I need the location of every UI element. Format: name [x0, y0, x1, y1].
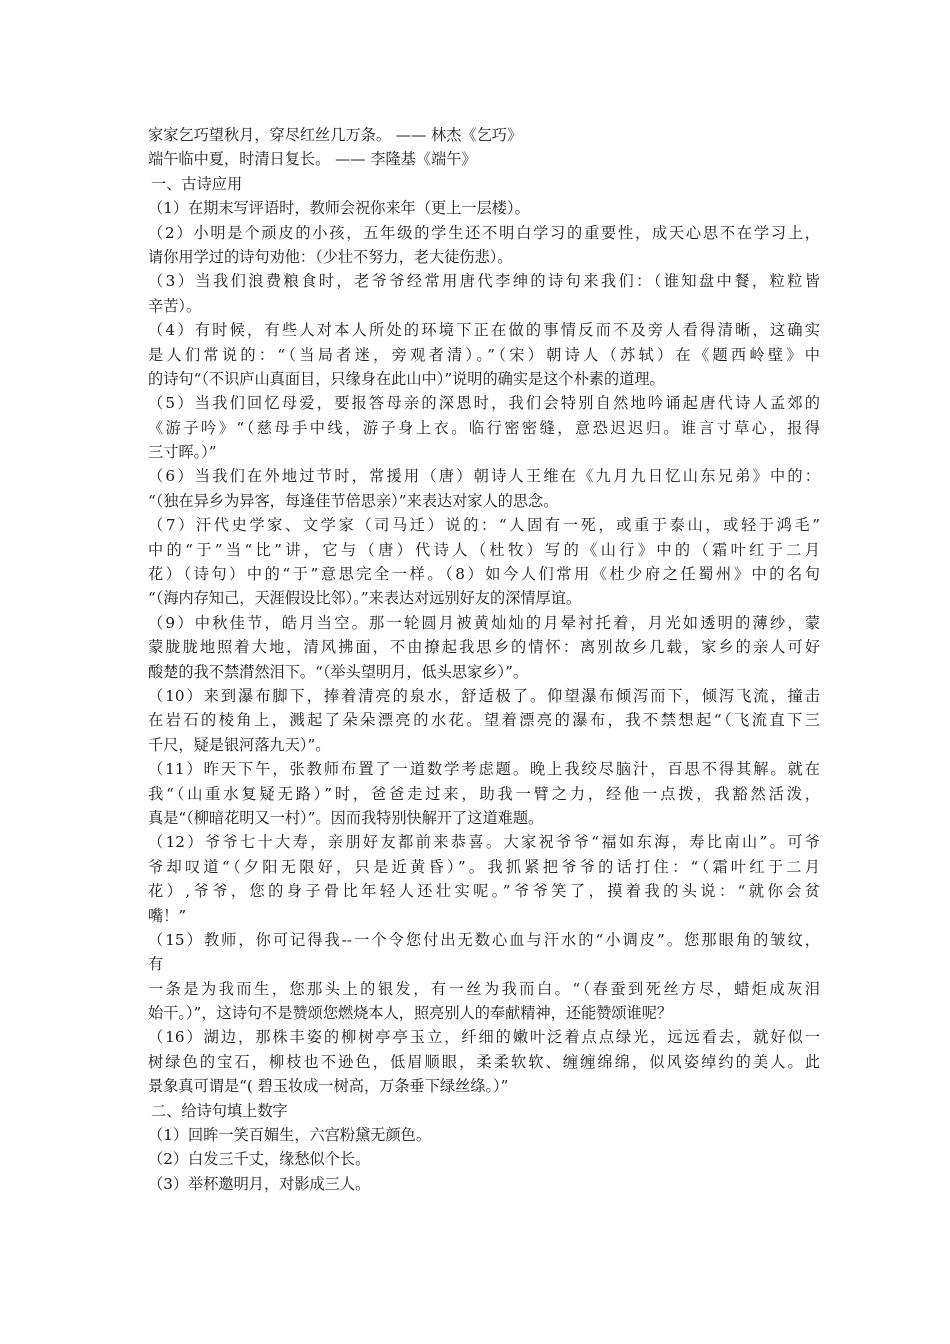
item-5-line: 三寸晖。）”: [148, 443, 217, 462]
item-10-line: 千尺，疑是银河落九天）”。: [148, 735, 331, 754]
item-3-line: 辛苦）。: [148, 296, 202, 315]
item-7-8-line: 花）（诗句）中的“于”意思完全一样。（8）如今人们常用《杜少府之任蜀州》中的名句: [148, 565, 820, 584]
item-11-line: 我“（山重水复疑无路）”时，爸爸走过来，助我一臂之力，经他一点拨，我豁然活泼，: [148, 784, 820, 803]
item-11-line: 真是“（柳暗花明又一村）”。因而我特别快解开了这道难题。: [148, 808, 544, 827]
quote-line-qiqiao: 家家乞巧望秋月，穿尽红丝几万条。 —— 林杰《乞巧》: [148, 126, 523, 144]
item-15-line: 一条是为我而生，您那头上的银发，有一丝为我而白。“（春蚕到死丝方尽，蜡炬成灰泪: [148, 979, 820, 998]
item-7-line: （7）汗代史学家、文学家（司马迁）说的：“人固有一死，或重于泰山，或轻于鸿毛”: [148, 516, 820, 535]
item-12-line: （12）爷爷七十大寿，亲朋好友都前来恭喜。大家祝爷爷“福如东海，寿比南山”。可爷: [148, 833, 820, 852]
section-heading-fill-numbers: 二、给诗句填上数字: [151, 1101, 288, 1120]
item-6-line: （6）当我们在外地过节时，常援用（唐）朝诗人王维在《九月九日忆山东兄弟》中的：: [148, 467, 820, 486]
fill-item-1: （1）回眸一笑百媚生，六宫粉黛无颜色。: [148, 1126, 432, 1145]
item-15-line: 始干。）”，这诗句不是赞颂您燃烧本人，照亮别人的奉献精神，还能赞颂谁呢？: [148, 1004, 673, 1023]
fill-item-2: （2）白发三千丈，缘愁似个长。: [148, 1150, 371, 1169]
item-5-line: （5）当我们回忆母爱，要报答母亲的深恩时，我们会特别自然地吟诵起唐代诗人孟郊的: [148, 394, 820, 413]
item-12-line: 花）,爷爷，您的身子骨比年轻人还壮实呢。”爷爷笑了，摸着我的头说：“就你会贫: [148, 882, 820, 901]
fill-item-3: （3）举杯邀明月，对影成三人。: [148, 1174, 371, 1193]
item-1-line: （1）在期末写评语时，教师会祝你来年（更上一层楼）。: [148, 199, 530, 218]
item-9-line: 蒙胧胧地照着大地，清风拂面，不由撩起我思乡的情怀：离别故乡几载，家乡的亲人可好: [148, 638, 820, 657]
item-9-line: （9）中秋佳节，皓月当空。那一轮圆月被黄灿灿的月晕衬托着，月光如透明的薄纱，蒙: [148, 613, 820, 632]
item-11-line: （11）昨天下午，张教师布置了一道数学考虑题。晚上我绞尽脑汁，百思不得其解。就在: [148, 760, 820, 779]
item-4-line: 是人们常说的：“（当局者迷，旁观者清）。”（宋）朝诗人（苏轼）在《题西岭壁》中: [148, 345, 820, 364]
item-4-line: （4）有时候，有些人对本人所处的环境下正在做的事情反而不及旁人看得清晰，这确实: [148, 321, 820, 340]
item-7-line: 中的“于”当“比”讲，它与（唐）代诗人（杜牧）写的《山行》中的（霜叶红于二月: [148, 540, 820, 559]
item-4-line: 的诗句“（不识庐山真面目，只缘身在此山中）”说明的确实是这个朴素的道理。: [148, 369, 665, 388]
item-6-line: “（独在异乡为异客，每逢佳节倍思亲）”来表达对家人的思念。: [148, 491, 559, 510]
item-3-line: （3）当我们浪费粮食时，老爷爷经常用唐代李绅的诗句来我们：（谁知盘中餐，粒粒皆: [148, 272, 820, 291]
document-body: [148, 123, 820, 1196]
item-12-line: 爷却叹道“（夕阳无限好，只是近黄昏）”。我抓紧把爷爷的话打住：“（霜叶红于二月: [148, 857, 820, 876]
item-15-line: 有: [148, 955, 164, 974]
item-9-line: 酸楚的我不禁潸然泪下。“（举头望明月，低头思家乡）”。: [148, 662, 529, 681]
item-5-line: 《游子吟》“（慈母手中线，游子身上衣。临行密密缝，意恐迟迟归。谁言寸草心，报得: [148, 418, 820, 437]
item-16-line: 树绿色的宝石，柳枝也不逊色，低眉顺眼，柔柔软软、缠缠绵绵，似风姿绰约的美人。此: [148, 1052, 820, 1071]
item-2-line: （2）小明是个顽皮的小孩，五年级的学生还不明白学习的重要性，成天心思不在学习上，: [148, 223, 820, 242]
item-15-line: （15）教师，你可记得我--一个令您付出无数心血与汗水的“小调皮”。您那眼角的皱纹，: [148, 930, 820, 949]
item-10-line: （10）来到瀑布脚下，捧着清亮的泉水，舒适极了。仰望瀑布倾泻而下，倾泻飞流，撞击: [148, 686, 820, 705]
item-12-line: 嘴！”: [148, 906, 187, 925]
item-2-line: 请你用学过的诗句劝他：（少壮不努力，老大徒伤悲）。: [148, 247, 513, 266]
section-heading-poetry-application: 一、古诗应用: [151, 174, 243, 193]
item-8-line: “（海内存知己，天涯假设比邻）。”来表达对远别好友的深情厚谊。: [148, 589, 582, 608]
quote-line-duanwu: 端午临中夏，时清日复长。 —— 李隆基《端午》: [148, 150, 477, 169]
item-16-line: （16）湖边，那株丰姿的柳树亭亭玉立，纤细的嫩叶泛着点点绿光，远远看去，就好似一: [148, 1028, 820, 1047]
item-16-line: 景象真可谓是“( 碧玉妆成一树高，万条垂下绿丝绦。）”: [148, 1077, 509, 1096]
item-10-line: 在岩石的棱角上，溅起了朵朵漂亮的水花。望着漂亮的瀑布，我不禁想起“（飞流直下三: [148, 711, 820, 730]
